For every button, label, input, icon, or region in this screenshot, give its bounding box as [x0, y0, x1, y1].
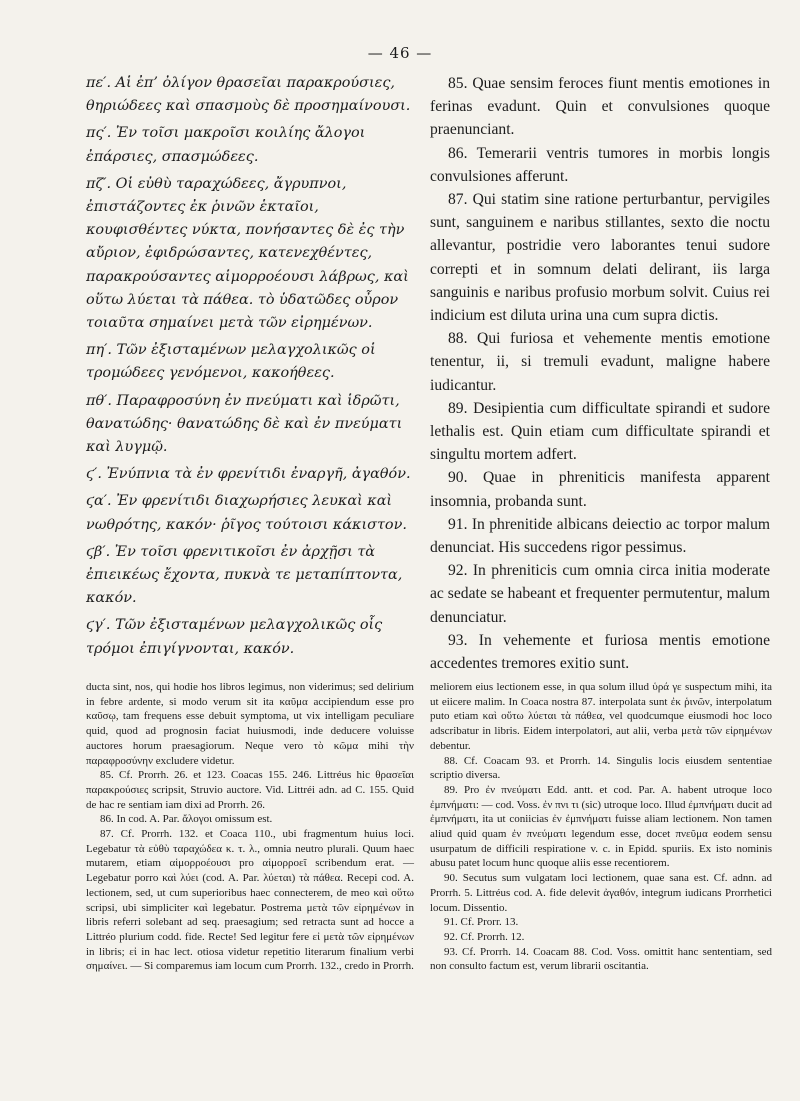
greek-aphorism-90: ϛ′. Ἐνύπνια τὰ ἐν φρενίτιδι ἐναργῆ, ἀγαθόν.: [86, 466, 411, 483]
footnote-continuation: ducta sint, nos, qui hodie hos libros legimus, non viderimus; sed delirium in febre ardente, si modo verum sit ita καῦμα accipiendum esse pro καῦσῳ, tam frequens esse debuit symptoma, ut vix intelligam peculiare quid, quod ad prognosin faciat huiusmodi, inde deducere voluisse auctores horum praesagiorum. Neque vero τὸ κῶμα mihi τὴν παραφροσύνην excludere videtur.: [86, 681, 414, 767]
footnote-91: 91. Cf. Prorr. 13.: [444, 916, 519, 929]
greek-aphorism-88: πη′. Τῶν ἐξισταμένων μελαγχολικῶς οἱ τρομώδεες γενόμενοι, κακοήθεες.: [86, 342, 376, 382]
latin-aphorism-91: 91. In phrenitide albicans deiectio ac torpor malum denunciat. His succedens rigor pessimus.: [430, 515, 770, 557]
footnote-90: 90. Secutus sum vulgatam loci lectionem, quae sana est. Cf. adnn. ad Prorrh. 5. Littréus cod. A. fide delevit ἀγαθόν, integrum iudicans Prorrhetici locum. Dissentio.: [430, 872, 772, 914]
latin-aphorism-86: 86. Temerarii ventris tumores in morbis longis convulsiones afferunt.: [430, 144, 770, 185]
greek-aphorism-86: πς′. Ἐν τοῖσι μακροῖσι κοιλίης ἄλογοι ἐπάρσιες, σπασμώδεες.: [86, 125, 366, 165]
footnotes-left-column: [86, 680, 414, 974]
footnote-92: 92. Cf. Prorrh. 12.: [444, 930, 525, 943]
latin-aphorism-87: 87. Qui statim sine ratione perturbantur, pervigiles sunt, sanguinem e naribus stillantes, sexto die noctu allevantur, postridie vero laborantes tenui sudore correpti et in somnum delati delirant, iis larga sanguinis e naribus profusio morbum solvit. Cuius rei indicium est diluta urina una cum supra dictis.: [430, 191, 770, 325]
greek-aphorism-93: ϛγ′. Τῶν ἐξισταμένων μελαγχολικῶς οἷς τρόμοι ἐπιγίγνονται, κακόν.: [86, 617, 383, 657]
latin-aphorism-88: 88. Qui furiosa et vehemente mentis emotione tenentur, ii, si tremuli evadunt, maligne habere iudicantur.: [430, 330, 770, 394]
greek-aphorism-91: ϛα′. Ἐν φρενίτιδι διαχωρήσιες λευκαὶ καὶ νωθρότης, κακόν· ῥῖγος τούτοισι κάκιστον.: [86, 493, 407, 533]
page-number: — 46 —: [367, 44, 433, 62]
greek-aphorism-85: πε′. Αἱ ἐπ’ ὀλίγον θρασεῖαι παρακρούσιες, θηριώδεες καὶ σπασμοὺς δὲ προσημαίνουσι.: [86, 75, 411, 115]
latin-translation-column: [430, 72, 770, 675]
footnote-86: 86. In cod. A. Par. ἄλογοι omissum est.: [100, 813, 273, 826]
footnote-93: 93. Cf. Prorrh. 14. Coacam 88. Cod. Voss. omittit hanc sententiam, sed non consulto factum est, verum librarii oscitantia.: [430, 945, 772, 973]
latin-aphorism-92: 92. In phreniticis cum omnia circa initia moderate ac sedate se habeant et frequenter permutentur, malum denunciatur.: [430, 562, 770, 626]
greek-aphorism-87: πζ′. Οἱ εὐθὺ ταραχώδεες, ἄγρυπνοι, ἐπιστάζοντες ἐκ ῥινῶν ἑκταῖοι, κουφισθέντες νύκτα, πονήσαντες δὲ ἐς τὴν αὔριον, ἐφιδρώσαντες, κατενεχθέντες, παρακρούσαντες αἱμορροέουσι λάβρως, καὶ οὕτω λύεται τὰ πάθεα. τὸ ὑδατῶδες οὖρον τοιαῦτα σημαίνει μετὰ τῶν εἰρημένων.: [86, 175, 409, 332]
footnote-85: 85. Cf. Prorrh. 26. et 123. Coacas 155. 246. Littréus hic θρασεῖαι παρακρούσιες scripsit, Struvio auctore. Vid. Littréi adn. ad C. 155. Quid de hac re sentiam iam dixi ad Prorrh. 26.: [86, 769, 414, 811]
greek-text-column: [86, 72, 411, 661]
latin-aphorism-89: 89. Desipientia cum difficultate spirandi et sudore lethalis est. Quin etiam cum difficultate spirandi et singultu mortem adfert.: [430, 399, 770, 464]
greek-aphorism-89: πθ′. Παραφροσύνη ἐν πνεύματι καὶ ἱδρῶτι, θανατώδης· θανατώδης δὲ καὶ ἐν πνεύματι καὶ λυγμῷ.: [86, 392, 403, 456]
footnote-87: 87. Cf. Prorrh. 132. et Coaca 110., ubi fragmentum huius loci. Legebatur τὰ εὐθὺ ταραχώδεα κ. τ. λ., omnia neutro plurali. Quum haec mutarem, etiam αἱμορροέουσι pro αἱμορροεῖ scribendum erat. — Legebatur porro καὶ λύει (cod. A. Par. λύεται) τὰ πάθεα. Recepi cod. A. lectionem, sed, ut cum superioribus haec connecterem, de meo καὶ οὕτω scripsi, ubi simpliciter καὶ legebatur. Postrema μετὰ τῶν εἰρημένων in libris referri solebant ad seq. praesagium; sed retracta sunt ad hocce a Littréo plurium codd. fide. Recte! Sed legitur fere εἰ μετὰ τῶν εἰρημένων in libris; εἰ in hac lect. otiosa videtur repetitio literarum finalium verbi σημαίνει. — Si comparemus iam locum cum Prorrh. 132., credo in Prorrh.: [86, 828, 414, 973]
footnote-89: 89. Pro ἐν πνεύματι Edd. antt. et cod. Par. A. habent utroque loco ἐμπνήματι: — cod. Voss. ἐν πνι τι (sic) utroque loco. Illud ἐμπνήματι ducit ad ἐμπνήματι, ita ut coniicias ἐν ἐμπνήματι fuisse aliam lectionem. Non tamen aliud quid quam ἐν πνεύματι legendum esse, docet πνεῦμα eodem sensu usurpatum de difficili respiratione v. c. in Epidd. spuriis. Ex isto nominis abusu patet locum hunc quoque aliis esse recentiorem.: [430, 783, 772, 870]
footnotes-right-column: [430, 680, 772, 974]
latin-aphorism-90: 90. Quae in phreniticis manifesta apparent insomnia, probanda sunt.: [430, 469, 770, 510]
latin-aphorism-93: 93. In vehemente et furiosa mentis emotione accedentes tremores exitio sunt.: [430, 631, 770, 673]
greek-aphorism-92: ϛβ′. Ἐν τοῖσι φρενιτικοῖσι ἐν ἀρχῇσι τὰ ἐπιεικέως ἔχοντα, πυκνὰ τε μεταπίπτοντα, κακόν.: [86, 543, 403, 607]
latin-aphorism-85: 85. Quae sensim feroces fiunt mentis emotiones in ferinas evadunt. Quin et convulsiones quoque praenunciant.: [430, 75, 770, 139]
footnote-87-continuation: meliorem eius lectionem esse, in qua solum illud ὑρά γε suspectum mihi, ita ut eiicere malim. In Coaca nostra 87. interpolata sunt ἐκ ῥινῶν, interpolatum puto etiam καὶ οὕτω λύεται τὰ πάθεα, vel quodcumque eiusmodi hoc loco adscribatur in libris. Eidem interpolatori, aut alii, verba μετὰ τῶν εἰρημένων debentur.: [430, 681, 772, 752]
footnote-88: 88. Cf. Coacam 93. et Prorrh. 14. Singulis locis eiusdem sententiae scriptio diversa.: [430, 754, 772, 782]
